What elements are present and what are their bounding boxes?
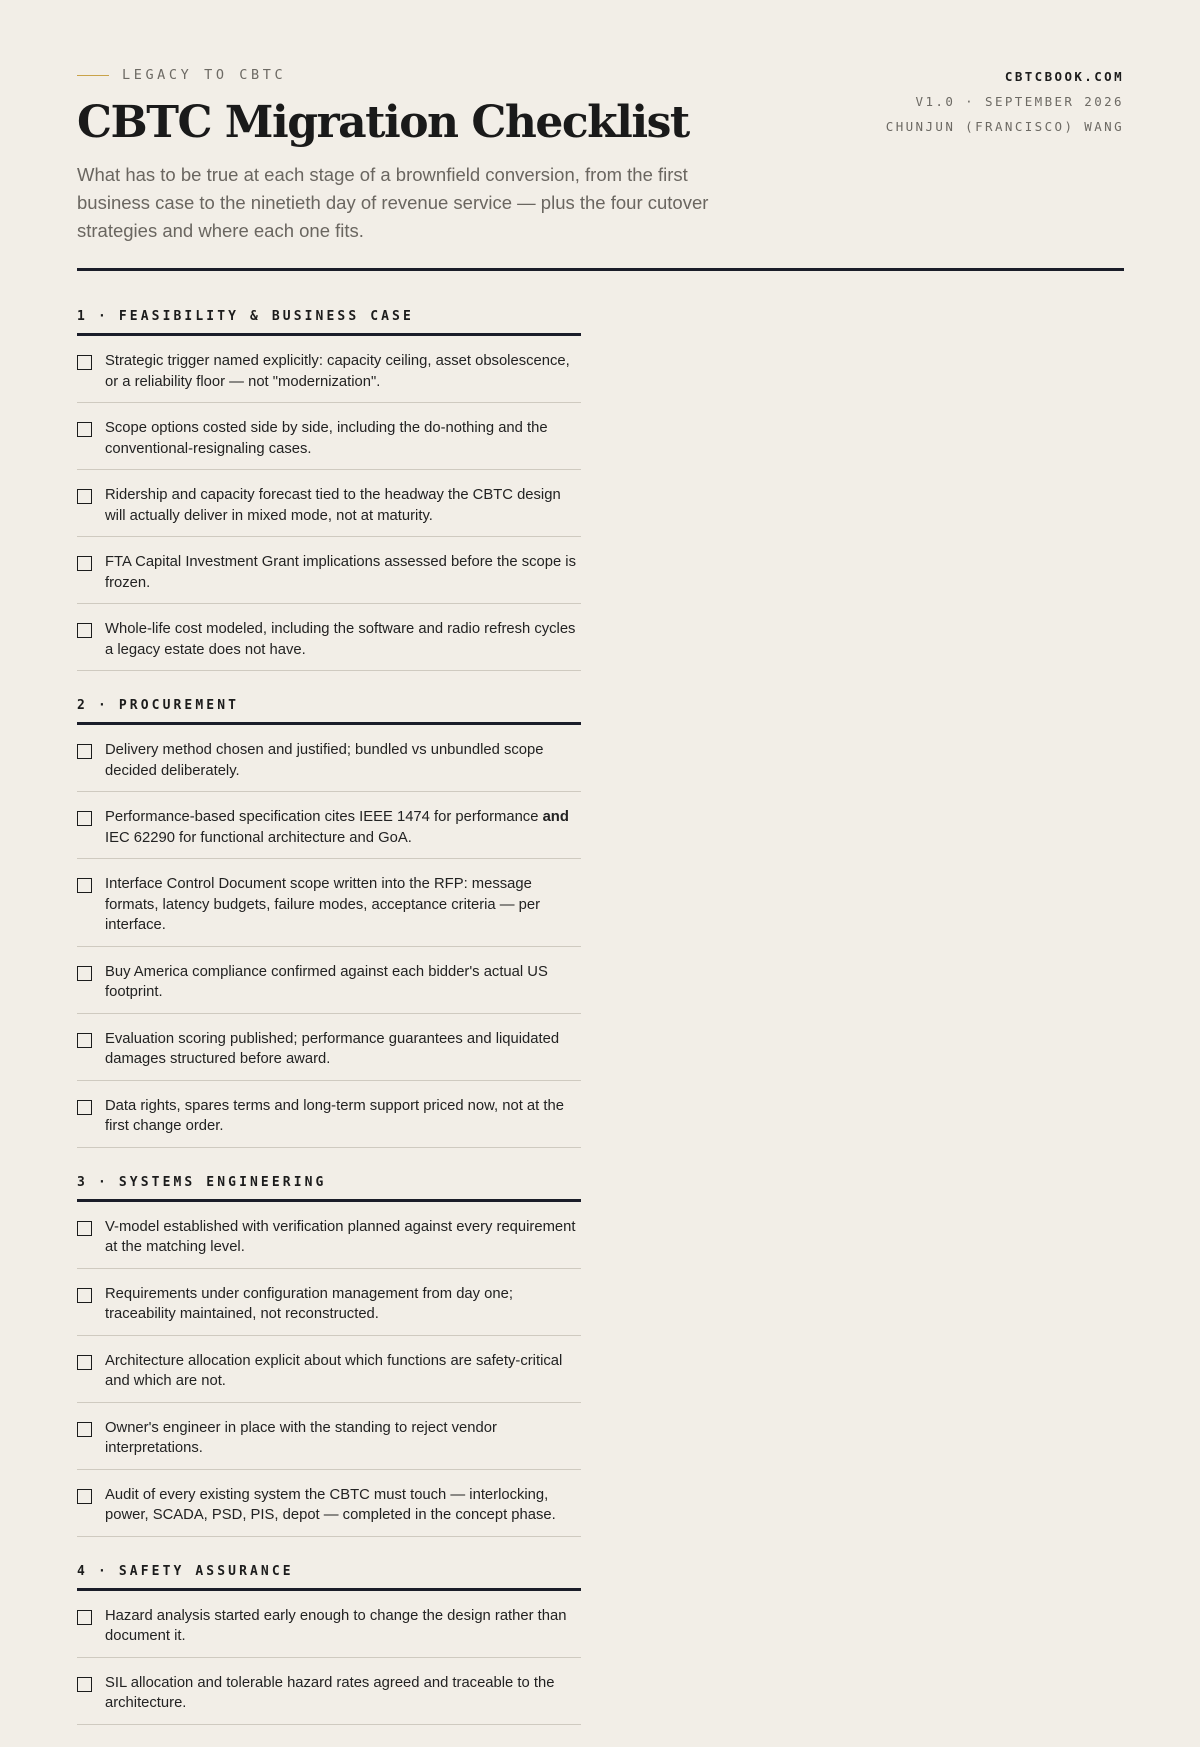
header-divider	[77, 268, 1124, 271]
checklist	[77, 304, 581, 1747]
checklist-item	[77, 336, 581, 403]
checklist-item-text: V-model established with verification planned against every requirement at the matching level.	[105, 1218, 576, 1255]
checklist-item-text: Scope options costed side by side, including the do-nothing and the conventional-resignaling cases.	[105, 420, 548, 457]
emphasis: and	[542, 809, 569, 825]
checklist-item-text: Owner's engineer in place with the standing to reject vendor interpretations.	[105, 1419, 497, 1456]
section-heading	[77, 693, 581, 725]
checkbox[interactable]	[77, 811, 92, 826]
checklist-item-text: Whole-life cost modeled, including the software and radio refresh cycles a legacy estate does not have.	[105, 621, 576, 658]
section-title: FEASIBILITY & BUSINESS CASE	[118, 309, 414, 324]
page-title: CBTC Migration Checklist	[77, 97, 689, 148]
author-name: CHUNJUN (FRANCISCO) WANG	[885, 119, 1124, 134]
checklist-item	[77, 403, 581, 470]
section-heading	[77, 1559, 581, 1591]
section-heading	[77, 1170, 581, 1202]
checklist-item	[77, 792, 581, 859]
checkbox[interactable]	[77, 623, 92, 638]
checklist-item	[77, 1081, 581, 1148]
checklist-item-text: Architecture allocation explicit about which functions are safety-critical and which are not.	[105, 1352, 563, 1389]
checklist-item	[77, 1336, 581, 1403]
checklist-items	[77, 1202, 581, 1537]
checkbox[interactable]	[77, 1677, 92, 1692]
section-number: 4	[77, 1563, 88, 1579]
checkbox[interactable]	[77, 556, 92, 571]
checklist-item	[77, 470, 581, 537]
checkbox[interactable]	[77, 489, 92, 504]
checkbox[interactable]	[77, 744, 92, 759]
checklist-item	[77, 1202, 581, 1269]
eyebrow	[77, 66, 286, 84]
section-separator: ·	[97, 1563, 109, 1579]
checklist-items	[77, 725, 581, 1148]
checklist-page	[77, 0, 1124, 1711]
checklist-item-text: Interface Control Document scope written into the RFP: message formats, latency budgets, failure modes, acceptance criteria — per interface.	[105, 876, 541, 933]
checklist-item-text: Buy America compliance confirmed against each bidder's actual US footprint.	[105, 963, 548, 1000]
checklist-item	[77, 1591, 581, 1658]
checklist-item-text: Evaluation scoring published; performance guarantees and liquidated damages structured before award.	[105, 1030, 560, 1067]
checkbox[interactable]	[77, 1355, 92, 1370]
checklist-items	[77, 1591, 581, 1725]
section-number: 2	[77, 698, 88, 713]
checklist-item	[77, 1658, 581, 1725]
section-title: PROCUREMENT	[118, 698, 240, 713]
checklist-item	[77, 1269, 581, 1336]
section-separator: ·	[97, 1174, 109, 1190]
checklist-item-text: Ridership and capacity forecast tied to the headway the CBTC design will actually deliver in mixed mode, not at maturity.	[105, 487, 561, 524]
section-number: 1	[77, 309, 88, 324]
document-meta	[886, 68, 1124, 143]
checkbox[interactable]	[77, 1422, 92, 1437]
checkbox[interactable]	[77, 1033, 92, 1048]
checkbox[interactable]	[77, 1221, 92, 1236]
checkbox[interactable]	[77, 1489, 92, 1504]
checklist-item-text: Hazard analysis started early enough to change the design rather than document it.	[105, 1607, 567, 1644]
checklist-item	[77, 537, 581, 604]
checkbox[interactable]	[77, 355, 92, 370]
checklist-item	[77, 725, 581, 792]
checkbox[interactable]	[77, 1288, 92, 1303]
checkbox[interactable]	[77, 878, 92, 893]
section-number: 3	[77, 1174, 88, 1190]
checkbox[interactable]	[77, 1100, 92, 1115]
checkbox[interactable]	[77, 422, 92, 437]
checklist-item-text: Data rights, spares terms and long-term support priced now, not at the first change order.	[105, 1097, 564, 1134]
checklist-item	[77, 604, 581, 671]
checklist-item-text: Performance-based specification cites IEEE 1474 for performance and IEC 62290 for functional architecture and GoA.	[105, 809, 569, 846]
checklist-item	[77, 859, 581, 947]
section-separator: ·	[97, 698, 109, 713]
checkbox[interactable]	[77, 966, 92, 981]
section-title: SYSTEMS ENGINEERING	[118, 1174, 327, 1190]
checkbox[interactable]	[77, 1610, 92, 1625]
checklist-item-text: Strategic trigger named explicitly: capacity ceiling, asset obsolescence, or a reliability floor — not "modernization".	[105, 353, 570, 390]
section-separator: ·	[97, 309, 109, 324]
checklist-item-text: Requirements under configuration management from day one; traceability maintained, not reconstructed.	[105, 1285, 513, 1322]
version-date: V1.0 · SEPTEMBER 2026	[915, 94, 1124, 109]
checklist-items	[77, 336, 581, 671]
checklist-item	[77, 1403, 581, 1470]
checklist-item-text: Delivery method chosen and justified; bundled vs unbundled scope decided deliberately.	[105, 742, 544, 779]
checklist-item-text: Audit of every existing system the CBTC must touch — interlocking, power, SCADA, PSD, PIS, depot — completed in the concept phase.	[105, 1486, 556, 1523]
page-subtitle: What has to be true at each stage of a brownfield conversion, from the first business case to the ninetieth day of revenue service — plus the four cutover strategies and where each one fits.	[77, 164, 709, 241]
eyebrow-rule	[77, 75, 109, 76]
checklist-item	[77, 947, 581, 1014]
section-title: SAFETY ASSURANCE	[118, 1563, 294, 1579]
checklist-item-text: FTA Capital Investment Grant implications assessed before the scope is frozen.	[105, 554, 576, 591]
site-name: CBTCBOOK.COM	[1004, 69, 1124, 84]
section-heading	[77, 304, 581, 336]
checklist-item-text: SIL allocation and tolerable hazard rates agreed and traceable to the architecture.	[105, 1674, 555, 1711]
checklist-item	[77, 1470, 581, 1537]
checklist-item	[77, 1014, 581, 1081]
eyebrow-label: LEGACY TO CBTC	[122, 67, 287, 83]
